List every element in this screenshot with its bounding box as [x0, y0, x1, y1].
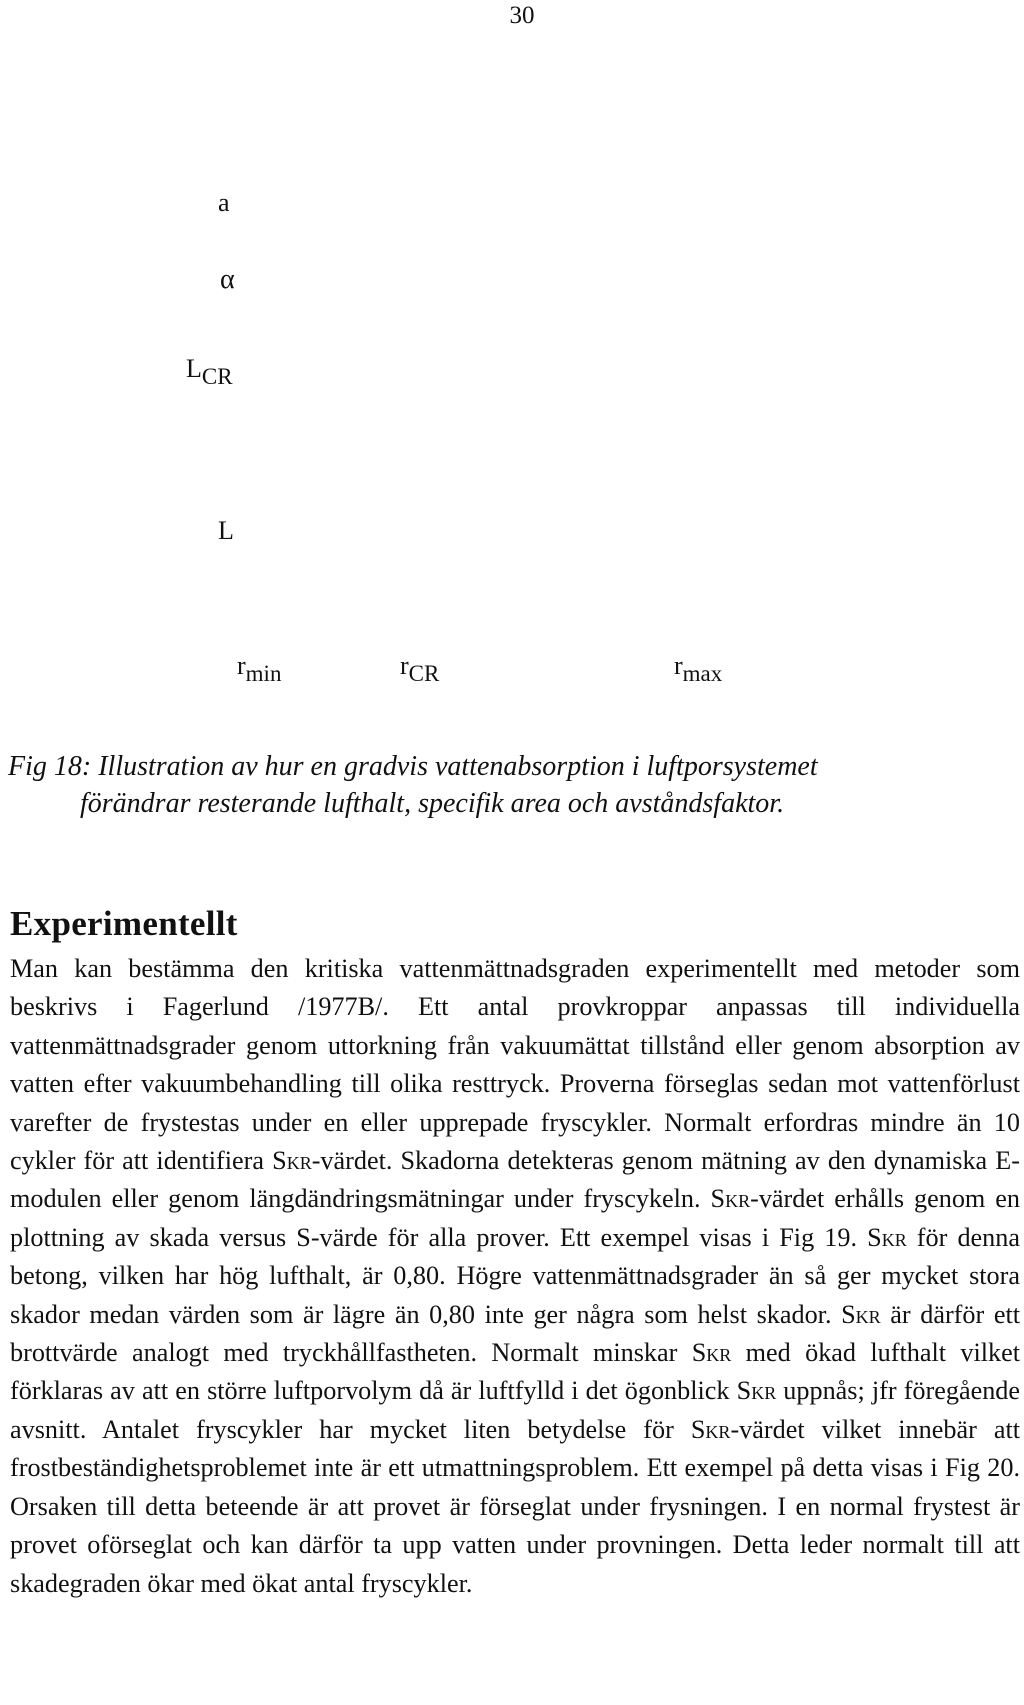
label-r-min-main: r	[237, 651, 246, 680]
label-L: L	[218, 516, 234, 545]
label-L-CR	[186, 354, 233, 390]
paragraph-part-6: med ökad lufthalt vilket förklaras av att en större luftporvolym då är luftfylld i det ögonblick	[10, 1338, 1020, 1406]
label-L-CR-sub: CR	[201, 364, 233, 389]
skr-term: Skr	[841, 1299, 881, 1329]
paragraph-part-2: -värdet. Skadorna detekteras genom mätning av den dynamiska E-modulen eller genom längdändringsmätningar under fryscykeln.	[10, 1146, 1020, 1214]
label-L-CR-main: L	[186, 354, 202, 383]
page-number: 30	[509, 2, 535, 29]
paragraph-part-3: -värdet erhålls genom en plottning av skada versus S-värde för alla prover. Ett exempel visas i Fig 19.	[10, 1184, 1020, 1252]
label-r-max-sub: max	[682, 661, 723, 686]
label-r-min	[237, 651, 281, 687]
caption-line-1: Illustration av hur en gradvis vattenabsorption i luftporsystemet	[98, 751, 818, 782]
skr-term: Skr	[272, 1146, 312, 1176]
caption-number: Fig 18:	[8, 751, 92, 782]
skr-term: Skr	[710, 1184, 751, 1214]
label-alpha: α	[220, 264, 235, 295]
paragraph-part-4: för denna betong, vilken har hög lufthalt, är 0,80. Högre vattenmättnadsgrader än så ger mycket stora skador medan värden som är lägre än 0,80 inte ger några som helst skador.	[10, 1222, 1020, 1329]
figure-caption	[8, 748, 1018, 822]
skr-term: Skr	[736, 1376, 777, 1406]
label-r-max	[674, 651, 722, 687]
skr-term: Skr	[690, 1414, 731, 1444]
figure-18	[0, 0, 1024, 720]
paragraph-part-1: Man kan bestämma den kritiska vattenmättnadsgraden experimentellt med metoder som beskrivs i Fagerlund /1977B/. Ett antal provkroppar anpassas till individuella vattenmättnadsgrader genom uttorkning från vakuumättat tillstånd eller genom absorption av vatten efter vakuumbehandling till olika resttryck. Proverna förseglas sedan mot vattenförlust varefter de frystestas under en eller upprepade fryscykler. Normalt erfordras mindre än 10 cykler för att identifiera	[10, 954, 1020, 1176]
label-r-CR	[400, 651, 439, 687]
skr-term: Skr	[691, 1338, 732, 1368]
paragraph-part-8: -värdet vilket innebär att frostbeständighetsproblemet inte är ett utmattningsproblem. Ett exempel på detta visas i Fig 20. Orsaken till detta beteende är att provet är förseglat under frysningen. I en normal frystest är provet oförseglat och kan därför ta upp vatten under provningen. Detta leder normalt till att skadegraden ökar med ökat antal fryscykler.	[10, 1414, 1020, 1598]
caption-line-2: förändrar resterande lufthalt, specifik area och avståndsfaktor.	[80, 788, 785, 819]
label-a: a	[218, 188, 230, 217]
body-paragraph	[10, 950, 1020, 1603]
paragraph-part-5: är därför ett brottvärde analogt med tryckhållfastheten. Normalt minskar	[10, 1299, 1020, 1368]
label-r-min-sub: min	[245, 661, 282, 686]
skr-term: Skr	[867, 1222, 907, 1252]
section-heading: Experimentellt	[10, 904, 238, 943]
paragraph-part-7: uppnås; jfr föregående avsnitt. Antalet fryscykler har mycket liten betydelse för	[10, 1376, 1021, 1444]
label-r-CR-main: r	[400, 651, 409, 680]
label-r-CR-sub: CR	[408, 661, 440, 686]
label-r-max-main: r	[674, 651, 683, 680]
